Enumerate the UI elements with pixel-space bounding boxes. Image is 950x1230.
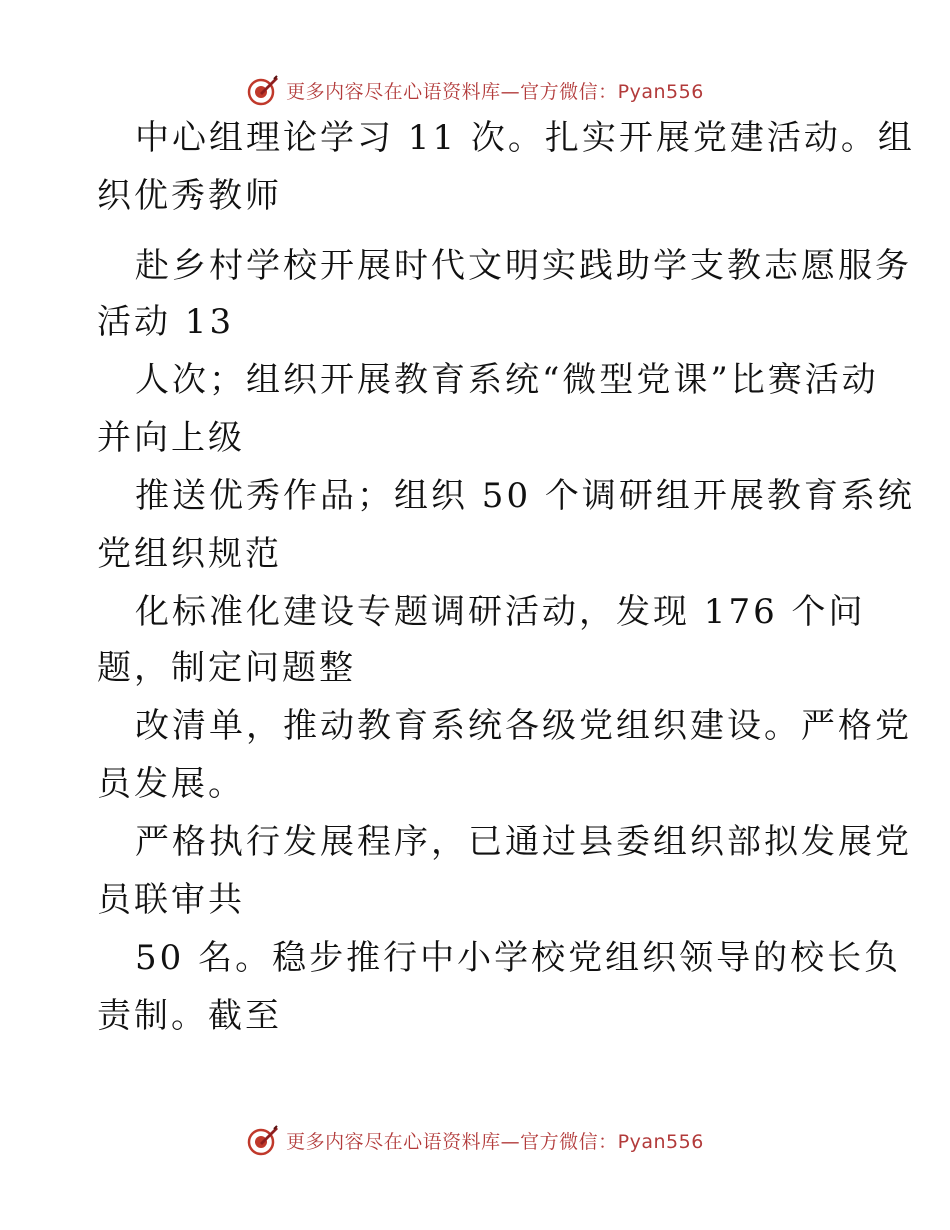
- paragraph-line: 严格执行发展程序，已通过县委组织部拟发展党: [135, 822, 912, 862]
- paragraph-line: 员联审共: [97, 880, 245, 920]
- paragraph-line: 活动 13: [97, 302, 235, 342]
- quill-pen-logo-icon: [246, 1123, 280, 1157]
- paragraph-line: 中心组理论学习 11 次。扎实开展党建活动。组: [135, 118, 915, 158]
- watermark-text: 更多内容尽在心语资料库—官方微信：Pyan556: [286, 1130, 704, 1153]
- paragraph-line: 责制。截至: [97, 996, 282, 1036]
- footer-watermark: [0, 1120, 950, 1160]
- paragraph-line: 改清单，推动教育系统各级党组织建设。严格党: [135, 706, 912, 746]
- paragraph-line: 并向上级: [97, 418, 245, 458]
- watermark-text: 更多内容尽在心语资料库—官方微信：Pyan556: [286, 80, 704, 103]
- paragraph-line: 化标准化建设专题调研活动，发现 176 个问: [135, 592, 866, 632]
- paragraph-line: 题，制定问题整: [97, 648, 356, 688]
- paragraph-line: 党组织规范: [97, 534, 282, 574]
- paragraph-line: 员发展。: [97, 764, 245, 804]
- paragraph-line: 织优秀教师: [97, 176, 282, 216]
- paragraph-line: 50 名。稳步推行中小学校党组织领导的校长负: [135, 938, 902, 978]
- header-watermark: [0, 70, 950, 110]
- paragraph-line: 赴乡村学校开展时代文明实践助学支教志愿服务: [135, 246, 912, 286]
- paragraph-line: 人次；组织开展教育系统“微型党课”比赛活动: [135, 360, 879, 400]
- quill-pen-logo-icon: [246, 73, 280, 107]
- paragraph-line: 推送优秀作品；组织 50 个调研组开展教育系统: [135, 476, 915, 516]
